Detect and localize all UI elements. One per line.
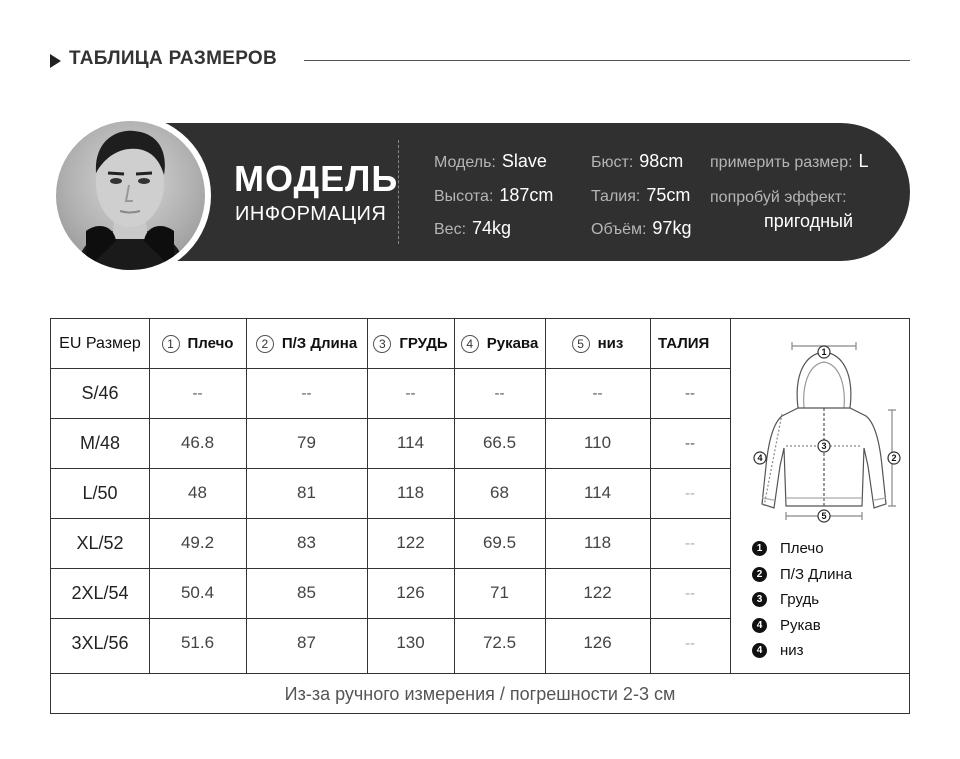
measurement-cell: 46.8: [180, 433, 215, 452]
col-header-waist: ТАЛИЯ: [658, 335, 710, 352]
svg-text:2: 2: [891, 453, 897, 463]
col-header-size: EU Размер: [59, 334, 141, 352]
svg-text:5: 5: [821, 511, 827, 521]
measurement-cell: 130: [396, 633, 425, 652]
measurement-cell: 118: [583, 533, 612, 552]
measurement-cell: 85: [297, 583, 316, 602]
measurement-cell: --: [301, 384, 312, 402]
measurement-cell: 48: [188, 483, 207, 502]
measurement-cell: 118: [396, 483, 425, 502]
triangle-icon: [50, 54, 61, 68]
model-height: Высота: 187cm: [434, 185, 554, 205]
measurement-cell: --: [494, 384, 505, 402]
hoodie-diagram: [742, 336, 906, 526]
measurement-cell: --: [685, 584, 695, 602]
model-name: Модель: Slave: [434, 151, 547, 171]
legend-item: 3 Грудь: [752, 587, 852, 613]
legend-item: 4 низ: [752, 638, 852, 664]
model-weight: Вес: 74kg: [434, 218, 512, 238]
model-subtitle: ИНФОРМАЦИЯ: [235, 203, 387, 225]
legend-item: 2 П/З Длина: [752, 562, 852, 588]
model-title: МОДЕЛЬ: [234, 158, 399, 199]
svg-text:1: 1: [821, 347, 827, 357]
measurement-cell: 110: [583, 433, 612, 452]
measurement-cell: 79: [297, 433, 316, 452]
measurement-cell: --: [405, 384, 416, 402]
model-photo: [56, 121, 205, 270]
measurement-cell: --: [685, 534, 695, 552]
measurement-cell: --: [592, 384, 603, 402]
section-title: ТАБЛИЦА РАЗМЕРОВ: [69, 48, 278, 69]
measurement-cell: 50.4: [180, 583, 215, 602]
measurement-cell: 68: [490, 483, 509, 502]
measurement-cell: --: [685, 484, 695, 502]
measurement-cell: --: [685, 384, 695, 402]
col-header-length: 2 П/З Длина: [246, 319, 367, 368]
col-header-shoulder: 1 Плечо: [149, 319, 246, 368]
measurement-cell: 126: [583, 633, 612, 652]
model-bust: Бюст: 98cm: [591, 151, 684, 171]
svg-text:4: 4: [757, 453, 763, 463]
legend-item: 1 Плечо: [752, 536, 852, 562]
measurement-cell: 114: [396, 433, 425, 452]
size-cell: M/48: [79, 432, 121, 453]
size-cell: S/46: [81, 382, 119, 403]
model-try-size: примерить размер: L: [710, 151, 869, 171]
measurement-cell: 114: [583, 483, 612, 502]
model-avatar: [50, 115, 211, 276]
measurement-cell: 122: [583, 583, 612, 602]
size-cell: XL/52: [76, 532, 124, 553]
measurement-cell: 87: [297, 633, 316, 652]
header-divider: [304, 60, 910, 61]
model-volume: Объём: 97kg: [591, 218, 692, 238]
measurement-cell: 66.5: [482, 433, 517, 452]
measurement-cell: --: [192, 384, 203, 402]
svg-text:3: 3: [821, 441, 827, 451]
measurement-cell: 126: [396, 583, 425, 602]
model-fit-value: пригодный: [764, 211, 854, 231]
measurement-legend: [752, 536, 852, 664]
measurement-cell: 72.5: [482, 633, 517, 652]
col-header-hem: 5 низ: [545, 319, 650, 368]
measurement-cell: --: [685, 634, 695, 652]
measurement-note: Из-за ручного измерения / погрешности 2-3 см: [284, 683, 676, 704]
model-fit-label: попробуй эффект:: [710, 189, 847, 206]
col-header-sleeve: 4 Рукава: [454, 319, 545, 368]
measurement-cell: 81: [297, 483, 316, 502]
legend-item: 4 Рукав: [752, 613, 852, 639]
banner-divider: [398, 140, 399, 244]
size-cell: 2XL/54: [71, 582, 129, 603]
measurement-cell: 51.6: [180, 633, 215, 652]
measurement-cell: 69.5: [482, 533, 517, 552]
col-header-chest: 3 ГРУДЬ: [367, 319, 454, 368]
measurement-cell: --: [685, 434, 695, 452]
measurement-cell: 71: [490, 583, 509, 602]
section-header: [50, 48, 910, 74]
size-cell: L/50: [82, 482, 118, 503]
measurement-cell: 49.2: [180, 533, 215, 552]
measurement-cell: 83: [297, 533, 316, 552]
model-waist: Талия: 75cm: [591, 185, 691, 205]
measurement-cell: 122: [396, 533, 425, 552]
size-cell: 3XL/56: [71, 632, 129, 653]
